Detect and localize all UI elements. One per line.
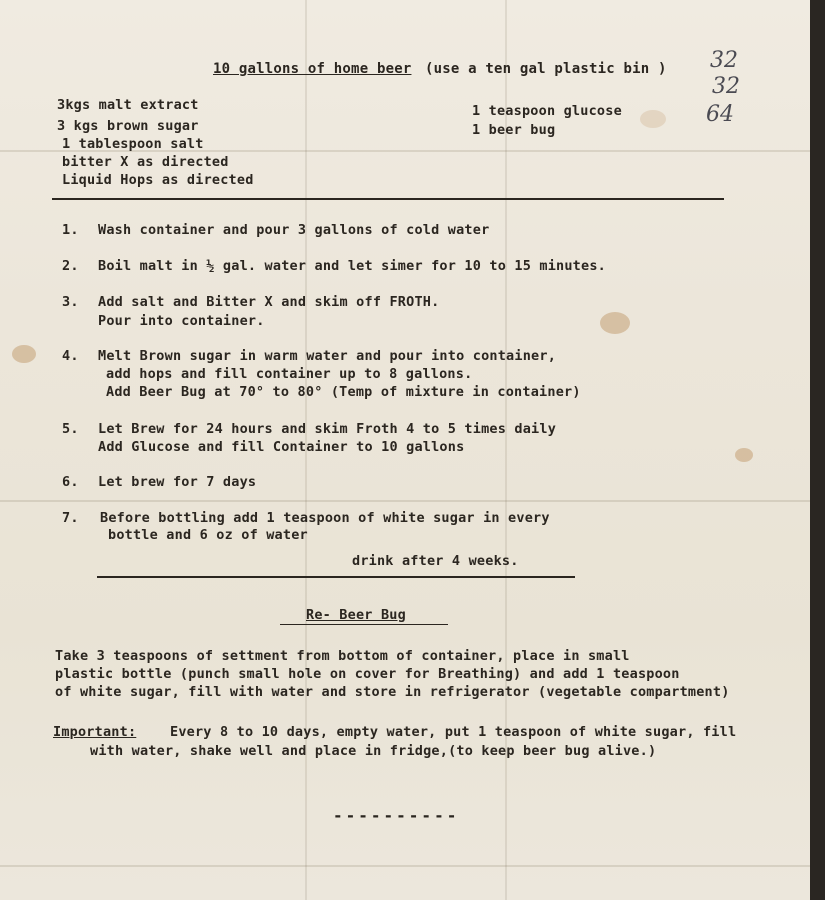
fold-crease [0, 500, 810, 502]
recipe-title: 10 gallons of home beer [213, 61, 412, 77]
step-number: 4. [62, 348, 79, 364]
section-title-underline [280, 624, 448, 625]
step-line: Melt Brown sugar in warm water and pour into container, [98, 348, 557, 364]
step-line: Wash container and pour 3 gallons of cold water [98, 222, 490, 238]
stain [640, 110, 666, 128]
important-line: Every 8 to 10 days, empty water, put 1 teaspoon of white sugar, fill [170, 724, 737, 740]
step-number: 1. [62, 222, 79, 238]
end-dashes: ---------- [333, 806, 460, 825]
step-line: add hops and fill container up to 8 gallons. [106, 366, 473, 382]
stain [600, 312, 630, 334]
step-line: Add Beer Bug at 70° to 80° (Temp of mixture in container) [106, 384, 581, 400]
step-number: 6. [62, 474, 79, 490]
step-number: 2. [62, 258, 79, 274]
stain [12, 345, 36, 363]
important-line: with water, shake well and place in fridge,(to keep beer bug alive.) [90, 743, 657, 759]
ingredient-item: 1 tablespoon salt [62, 136, 204, 152]
section-line: Take 3 teaspoons of settment from bottom of container, place in small [55, 648, 630, 664]
handwritten-number: 32 [712, 74, 740, 99]
section-line: plastic bottle (punch small hole on cover for Breathing) and add 1 teaspoon [55, 666, 680, 682]
ingredient-item: 3 kgs brown sugar [57, 118, 199, 134]
step-line: Pour into container. [98, 313, 265, 329]
section-title: Re- Beer Bug [306, 607, 406, 623]
title-note: (use a ten gal plastic bin ) [425, 61, 667, 77]
step-line: Before bottling add 1 teaspoon of white sugar in every [100, 510, 550, 526]
step-line: Add Glucose and fill Container to 10 gallons [98, 439, 465, 455]
step-number: 7. [62, 510, 79, 526]
fold-crease [0, 865, 810, 867]
ingredient-item: Liquid Hops as directed [62, 172, 254, 188]
divider-rule [52, 198, 724, 200]
ingredient-item: 3kgs malt extract [57, 97, 199, 113]
step-line: Add salt and Bitter X and skim off FROTH. [98, 294, 440, 310]
step-line: Let brew for 7 days [98, 474, 257, 490]
important-label: Important: [53, 724, 137, 740]
section-line: of white sugar, fill with water and store in refrigerator (vegetable compartment) [55, 684, 730, 700]
step-number: 5. [62, 421, 79, 437]
ingredient-item: 1 beer bug [472, 122, 556, 138]
step-line: Boil malt in ½ gal. water and let simer for 10 to 15 minutes. [98, 258, 606, 274]
handwritten-number: 32 [710, 48, 738, 73]
ingredient-item: 1 teaspoon glucose [472, 103, 622, 119]
ingredient-item: bitter X as directed [62, 154, 229, 170]
handwritten-number: 64 [706, 102, 734, 127]
step-line: bottle and 6 oz of water [108, 527, 308, 543]
step-number: 3. [62, 294, 79, 310]
divider-rule [97, 576, 575, 578]
step-line: Let Brew for 24 hours and skim Froth 4 to 5 times daily [98, 421, 557, 437]
drink-note: drink after 4 weeks. [352, 553, 519, 569]
stain [735, 448, 753, 462]
